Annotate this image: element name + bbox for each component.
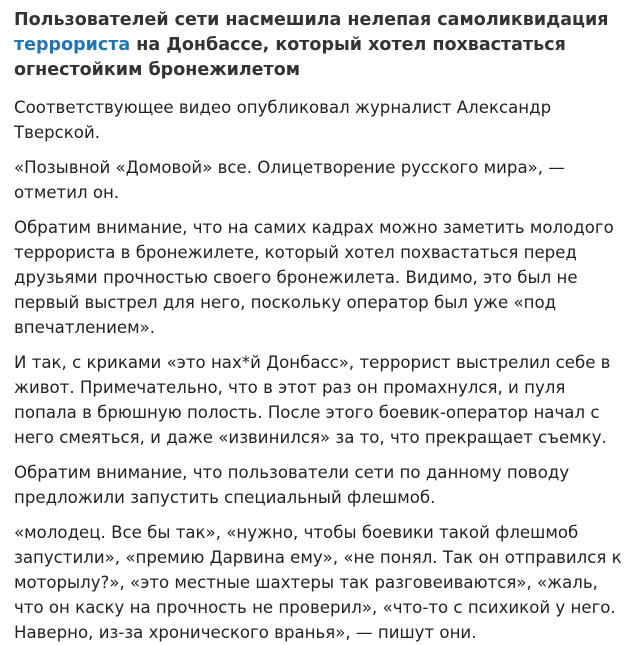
paragraph-quote: «Позывной «Домовой» все. Олицетворение русского мира», — отметил он. [14,158,565,202]
article-headline [14,8,630,83]
headline-text-start: Пользователей сети насмешила нелепая самоликвидация [14,10,609,30]
headline-text-end: на Донбассе, который хотел похвастаться огнестойким бронежилетом [14,35,566,80]
paragraph-user-comments: «молодец. Все бы так», «нужно, чтобы боевики такой флешмоб запустили», «премию Дарвина ему», «не понял. Так он отправился к моторылу?», «это местные шахтеры так разговеиваются», «жаль, что он каску на прочность не проверил», «что-то с психикой у него. Наверно, из-за хронического вранья», — пишут они. [14,523,622,642]
paragraph-shot-description: И так, с криками «это нах*й Донбасс», террорист выстрелил себе в живот. Примечательно, что в этот раз он промахнулся, и пуля попала в брюшную полость. После этого боевик-оператор начал с него смеяться, и даже «извинился» за то, что прекращает съемку. [14,353,611,447]
paragraph-video-description: Обратим внимание, что на самих кадрах можно заметить молодого террориста в бронежилете, который хотел похвастаться перед друзьями прочностью своего бронежилета. Видимо, это был не первый выстрел для него, поскольку оператор был уже «под впечатлением». [14,218,614,337]
paragraph-flashmob: Обратим внимание, что пользователи сети по данному поводу предложили запустить специальный флешмоб. [14,463,570,507]
terrorist-link[interactable]: террориста [14,35,131,55]
paragraph-source: Соответствующее видео опубликовал журналист Александр Тверской. [14,98,552,142]
